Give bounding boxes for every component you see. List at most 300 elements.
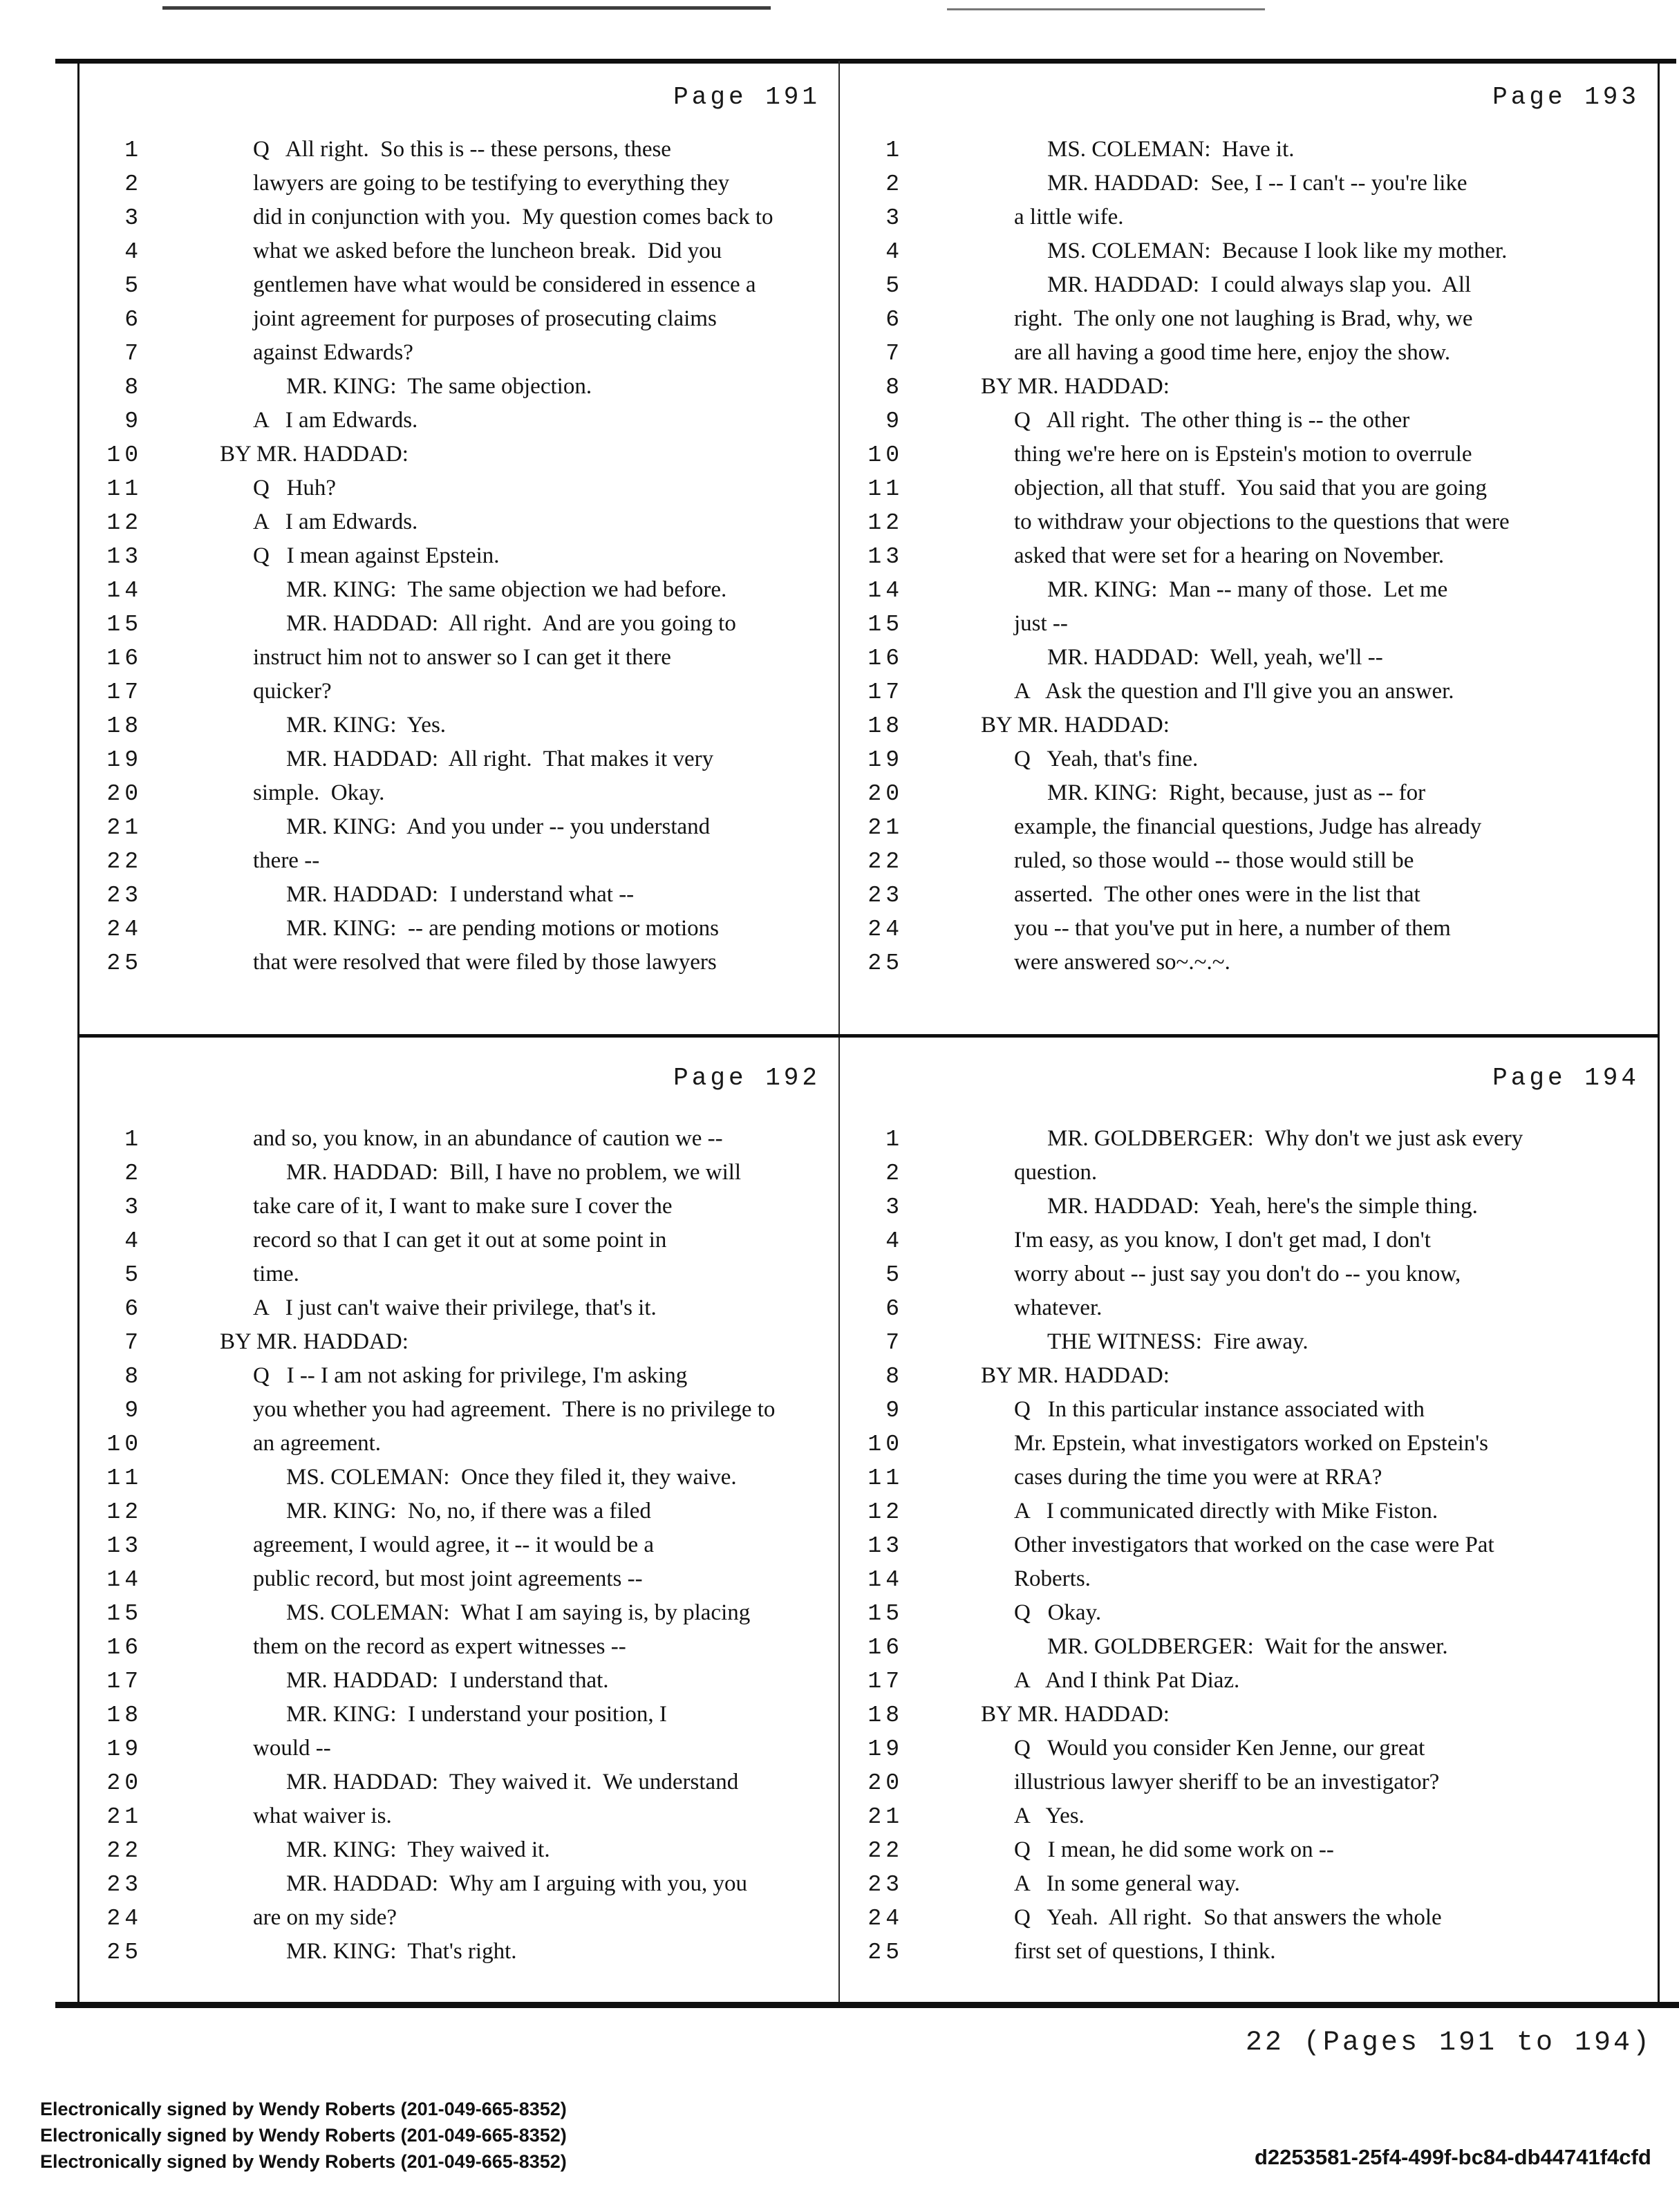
transcript-line bbox=[79, 573, 838, 607]
line-text: Q Yeah. All right. So that answers the whole bbox=[1014, 1905, 1442, 1930]
line-number: 2 bbox=[885, 171, 903, 197]
line-number: 4 bbox=[885, 1228, 903, 1254]
line-text: lawyers are going to be testifying to everything they bbox=[253, 171, 730, 196]
transcript-line bbox=[840, 1833, 1658, 1867]
transcript-line bbox=[79, 404, 838, 438]
transcript-line bbox=[79, 1325, 838, 1359]
transcript-line bbox=[79, 776, 838, 810]
line-text: MR. HADDAD: Well, yeah, we'll -- bbox=[1047, 645, 1383, 670]
transcript-line bbox=[79, 167, 838, 200]
line-text: MR. KING: The same objection we had before. bbox=[286, 577, 727, 602]
line-number: 21 bbox=[106, 1804, 142, 1830]
line-number: 20 bbox=[106, 1770, 142, 1796]
transcript-line bbox=[79, 607, 838, 641]
line-number: 23 bbox=[106, 883, 142, 908]
line-text: a little wife. bbox=[1014, 205, 1124, 229]
line-text: MR. HADDAD: They waived it. We understand bbox=[286, 1770, 739, 1794]
transcript-line bbox=[79, 1427, 838, 1461]
line-text: I'm easy, as you know, I don't get mad, I don't bbox=[1014, 1228, 1431, 1253]
line-number: 24 bbox=[867, 1906, 903, 1931]
line-number: 18 bbox=[867, 713, 903, 739]
line-text: are all having a good time here, enjoy the show. bbox=[1014, 340, 1451, 365]
line-number: 25 bbox=[867, 1940, 903, 1965]
line-text: MS. COLEMAN: Once they filed it, they waive. bbox=[286, 1465, 737, 1490]
line-text: that were resolved that were filed by those lawyers bbox=[253, 950, 717, 975]
transcript-page-192 bbox=[79, 1038, 838, 2002]
transcript-line bbox=[840, 133, 1658, 167]
line-text: Q Yeah, that's fine. bbox=[1014, 747, 1199, 771]
transcript-lines bbox=[79, 1122, 838, 1969]
line-number: 1 bbox=[124, 1127, 142, 1152]
line-text: asked that were set for a hearing on November. bbox=[1014, 543, 1445, 568]
line-text: Q I mean against Epstein. bbox=[253, 543, 500, 568]
transcript-line bbox=[79, 1596, 838, 1630]
transcript-line bbox=[840, 573, 1658, 607]
line-number: 11 bbox=[106, 476, 142, 502]
line-text: question. bbox=[1014, 1160, 1098, 1185]
transcript-line bbox=[79, 844, 838, 878]
transcript-line bbox=[840, 878, 1658, 912]
transcript-line bbox=[840, 1664, 1658, 1698]
line-text: Q I -- I am not asking for privilege, I'm asking bbox=[253, 1363, 688, 1388]
signature-line: Electronically signed by Wendy Roberts (201-049-665-8352) bbox=[40, 2125, 567, 2146]
transcript-page-191 bbox=[79, 64, 838, 1034]
line-text: example, the financial questions, Judge has already bbox=[1014, 814, 1482, 839]
line-number: 4 bbox=[885, 239, 903, 265]
line-text: Q In this particular instance associated with bbox=[1014, 1397, 1425, 1422]
signature-line: Electronically signed by Wendy Roberts (201-049-665-8352) bbox=[40, 2151, 567, 2172]
transcript-line bbox=[79, 878, 838, 912]
line-number: 13 bbox=[106, 1533, 142, 1559]
line-number: 17 bbox=[106, 679, 142, 705]
transcript-line bbox=[79, 1291, 838, 1325]
transcript-line bbox=[840, 167, 1658, 200]
transcript-line bbox=[79, 234, 838, 268]
line-text: whatever. bbox=[1014, 1295, 1103, 1320]
line-number: 17 bbox=[106, 1669, 142, 1694]
line-text: to withdraw your objections to the questions that were bbox=[1014, 509, 1510, 534]
line-text: Q Would you consider Ken Jenne, our great bbox=[1014, 1736, 1425, 1761]
line-number: 9 bbox=[885, 409, 903, 434]
signature-line: Electronically signed by Wendy Roberts (201-049-665-8352) bbox=[40, 2099, 567, 2119]
line-text: quicker? bbox=[253, 679, 332, 704]
transcript-line bbox=[79, 539, 838, 573]
line-text: Other investigators that worked on the case were Pat bbox=[1014, 1533, 1494, 1557]
line-text: BY MR. HADDAD: bbox=[220, 1329, 409, 1354]
line-text: BY MR. HADDAD: bbox=[981, 1702, 1170, 1727]
line-number: 6 bbox=[124, 307, 142, 332]
transcript-line bbox=[840, 1156, 1658, 1190]
line-number: 20 bbox=[106, 781, 142, 807]
transcript-line bbox=[79, 675, 838, 709]
transcript-line bbox=[840, 268, 1658, 302]
line-number: 1 bbox=[124, 138, 142, 163]
line-text: MR. KING: No, no, if there was a filed bbox=[286, 1499, 651, 1524]
transcript-line bbox=[79, 1698, 838, 1732]
line-number: 11 bbox=[867, 1465, 903, 1491]
line-text: MS. COLEMAN: What I am saying is, by placing bbox=[286, 1600, 751, 1625]
line-text: MR. KING: That's right. bbox=[286, 1939, 517, 1964]
line-number: 23 bbox=[867, 883, 903, 908]
line-number: 12 bbox=[106, 1499, 142, 1525]
transcript-line bbox=[79, 1156, 838, 1190]
line-text: agreement, I would agree, it -- it would be a bbox=[253, 1533, 655, 1557]
line-text: A And I think Pat Diaz. bbox=[1014, 1668, 1240, 1693]
transcript-line bbox=[840, 1325, 1658, 1359]
line-text: MR. GOLDBERGER: Wait for the answer. bbox=[1047, 1634, 1448, 1659]
line-text: instruct him not to answer so I can get it there bbox=[253, 645, 671, 670]
line-number: 25 bbox=[106, 950, 142, 976]
document-id: d2253581-25f4-499f-bc84-db44741f4cfd bbox=[1255, 2145, 1651, 2169]
transcript-line bbox=[840, 1291, 1658, 1325]
transcript-line bbox=[79, 268, 838, 302]
transcript-line bbox=[79, 1190, 838, 1224]
transcript-line bbox=[79, 641, 838, 675]
transcript-line bbox=[840, 1799, 1658, 1833]
transcript-line bbox=[840, 1901, 1658, 1935]
line-number: 14 bbox=[106, 1567, 142, 1593]
page-border-bottom bbox=[55, 2002, 1679, 2008]
line-text: illustrious lawyer sheriff to be an investigator? bbox=[1014, 1770, 1440, 1794]
line-text: right. The only one not laughing is Brad, why, we bbox=[1014, 306, 1473, 331]
line-number: 9 bbox=[124, 409, 142, 434]
transcript-line bbox=[79, 1935, 838, 1969]
line-number: 22 bbox=[867, 1838, 903, 1864]
line-text: worry about -- just say you don't do -- you know, bbox=[1014, 1262, 1461, 1286]
line-text: Q Okay. bbox=[1014, 1600, 1102, 1625]
line-number: 10 bbox=[867, 1432, 903, 1457]
line-text: Q Huh? bbox=[253, 476, 337, 500]
transcript-lines bbox=[840, 1122, 1658, 1969]
page-border-top bbox=[55, 59, 1676, 64]
transcript-line bbox=[79, 336, 838, 370]
line-text: MR. HADDAD: I could always slap you. All bbox=[1047, 272, 1472, 297]
transcript-line bbox=[79, 505, 838, 539]
line-number: 16 bbox=[867, 1635, 903, 1660]
transcript-line bbox=[840, 539, 1658, 573]
line-text: public record, but most joint agreements -- bbox=[253, 1566, 643, 1591]
line-text: gentlemen have what would be considered in essence a bbox=[253, 272, 756, 297]
scan-artifact bbox=[162, 6, 771, 10]
line-number: 19 bbox=[867, 1736, 903, 1762]
transcript-line bbox=[79, 1393, 838, 1427]
page-header: Page 193 bbox=[1492, 83, 1640, 111]
line-text: MR. KING: Man -- many of those. Let me bbox=[1047, 577, 1448, 602]
transcript-lines bbox=[840, 133, 1658, 980]
line-number: 13 bbox=[867, 1533, 903, 1559]
line-text: Mr. Epstein, what investigators worked on Epstein's bbox=[1014, 1431, 1489, 1456]
transcript-line bbox=[840, 1528, 1658, 1562]
line-text: would -- bbox=[253, 1736, 331, 1761]
line-number: 4 bbox=[124, 1228, 142, 1254]
line-number: 8 bbox=[124, 1364, 142, 1389]
line-text: A I am Edwards. bbox=[253, 408, 418, 433]
line-number: 6 bbox=[885, 307, 903, 332]
line-text: there -- bbox=[253, 848, 320, 873]
line-text: MR. KING: I understand your position, I bbox=[286, 1702, 667, 1727]
transcript-page-193 bbox=[840, 64, 1658, 1034]
line-number: 12 bbox=[867, 1499, 903, 1525]
transcript-line bbox=[840, 1562, 1658, 1596]
line-number: 20 bbox=[867, 1770, 903, 1796]
transcript-line bbox=[840, 302, 1658, 336]
line-number: 15 bbox=[106, 612, 142, 637]
line-text: objection, all that stuff. You said that you are going bbox=[1014, 476, 1488, 500]
line-number: 2 bbox=[124, 1161, 142, 1186]
line-text: BY MR. HADDAD: bbox=[981, 713, 1170, 738]
line-number: 16 bbox=[867, 646, 903, 671]
transcript-line bbox=[840, 709, 1658, 742]
transcript-line bbox=[79, 742, 838, 776]
transcript-line bbox=[79, 1732, 838, 1765]
line-text: are on my side? bbox=[253, 1905, 397, 1930]
transcript-line bbox=[79, 1528, 838, 1562]
line-text: time. bbox=[253, 1262, 299, 1286]
transcript-line bbox=[840, 200, 1658, 234]
transcript-page-194 bbox=[840, 1038, 1658, 2002]
line-number: 16 bbox=[106, 1635, 142, 1660]
line-text: Q All right. The other thing is -- the other bbox=[1014, 408, 1410, 433]
transcript-line bbox=[840, 505, 1658, 539]
line-number: 8 bbox=[124, 375, 142, 400]
line-number: 14 bbox=[867, 1567, 903, 1593]
line-number: 23 bbox=[867, 1872, 903, 1897]
transcript-line bbox=[840, 844, 1658, 878]
line-number: 14 bbox=[106, 578, 142, 603]
line-number: 6 bbox=[885, 1296, 903, 1322]
line-text: A I am Edwards. bbox=[253, 509, 418, 534]
transcript-line bbox=[840, 1122, 1658, 1156]
line-number: 5 bbox=[885, 1262, 903, 1288]
line-text: BY MR. HADDAD: bbox=[220, 442, 409, 467]
line-number: 24 bbox=[106, 1906, 142, 1931]
line-number: 5 bbox=[885, 273, 903, 299]
transcript-line bbox=[79, 1799, 838, 1833]
transcript-line bbox=[840, 810, 1658, 844]
line-number: 14 bbox=[867, 578, 903, 603]
line-text: Roberts. bbox=[1014, 1566, 1091, 1591]
line-number: 7 bbox=[124, 341, 142, 366]
line-number: 24 bbox=[106, 917, 142, 942]
transcript-line bbox=[840, 1257, 1658, 1291]
scan-artifact bbox=[947, 8, 1265, 10]
transcript-line bbox=[840, 234, 1658, 268]
line-text: MR. GOLDBERGER: Why don't we just ask every bbox=[1047, 1126, 1523, 1151]
line-number: 16 bbox=[106, 646, 142, 671]
transcript-line bbox=[79, 133, 838, 167]
line-number: 21 bbox=[867, 815, 903, 841]
transcript-line bbox=[840, 1224, 1658, 1257]
line-text: MR. KING: Right, because, just as -- for bbox=[1047, 780, 1426, 805]
line-number: 4 bbox=[124, 239, 142, 265]
line-number: 18 bbox=[867, 1703, 903, 1728]
transcript-line bbox=[840, 641, 1658, 675]
transcript-line bbox=[840, 1765, 1658, 1799]
line-text: what waiver is. bbox=[253, 1803, 392, 1828]
line-number: 7 bbox=[885, 1330, 903, 1356]
line-number: 18 bbox=[106, 713, 142, 739]
line-text: MR. KING: -- are pending motions or motions bbox=[286, 916, 720, 941]
line-number: 21 bbox=[867, 1804, 903, 1830]
line-number: 22 bbox=[867, 849, 903, 874]
line-text: A I communicated directly with Mike Fiston. bbox=[1014, 1499, 1438, 1524]
line-text: you whether you had agreement. There is no privilege to bbox=[253, 1397, 776, 1422]
transcript-line bbox=[79, 1257, 838, 1291]
line-number: 9 bbox=[885, 1398, 903, 1423]
line-text: THE WITNESS: Fire away. bbox=[1047, 1329, 1309, 1354]
transcript-line bbox=[840, 1461, 1658, 1494]
line-number: 23 bbox=[106, 1872, 142, 1897]
transcript-line bbox=[79, 912, 838, 946]
transcript-line bbox=[840, 1359, 1658, 1393]
transcript-line bbox=[79, 1122, 838, 1156]
transcript-lines bbox=[79, 133, 838, 980]
transcript-line bbox=[79, 709, 838, 742]
line-number: 8 bbox=[885, 375, 903, 400]
transcript-line bbox=[79, 438, 838, 471]
line-text: thing we're here on is Epstein's motion to overrule bbox=[1014, 442, 1472, 467]
line-number: 3 bbox=[885, 1194, 903, 1220]
line-text: cases during the time you were at RRA? bbox=[1014, 1465, 1382, 1490]
transcript-line bbox=[79, 1359, 838, 1393]
transcript-line bbox=[840, 912, 1658, 946]
transcript-line bbox=[79, 1867, 838, 1901]
line-text: A Ask the question and I'll give you an answer. bbox=[1014, 679, 1454, 704]
line-number: 3 bbox=[124, 1194, 142, 1220]
transcript-line bbox=[840, 336, 1658, 370]
transcript-line bbox=[79, 1494, 838, 1528]
line-number: 12 bbox=[867, 510, 903, 536]
line-number: 7 bbox=[885, 341, 903, 366]
transcript-line bbox=[79, 1901, 838, 1935]
transcript-line bbox=[840, 742, 1658, 776]
transcript-line bbox=[79, 302, 838, 336]
line-number: 3 bbox=[124, 205, 142, 231]
line-text: BY MR. HADDAD: bbox=[981, 374, 1170, 399]
line-text: A Yes. bbox=[1014, 1803, 1085, 1828]
line-number: 19 bbox=[867, 747, 903, 773]
line-text: take care of it, I want to make sure I cover the bbox=[253, 1194, 673, 1219]
line-number: 11 bbox=[106, 1465, 142, 1491]
line-number: 22 bbox=[106, 1838, 142, 1864]
transcript-line bbox=[79, 946, 838, 980]
line-text: MR. HADDAD: I understand what -- bbox=[286, 882, 635, 907]
line-text: MR. KING: They waived it. bbox=[286, 1837, 550, 1862]
transcript-line bbox=[840, 370, 1658, 404]
transcript-line bbox=[840, 607, 1658, 641]
line-number: 10 bbox=[106, 1432, 142, 1457]
transcript-line bbox=[840, 1427, 1658, 1461]
transcript-line bbox=[840, 1732, 1658, 1765]
line-number: 11 bbox=[867, 476, 903, 502]
line-number: 17 bbox=[867, 679, 903, 705]
line-number: 15 bbox=[106, 1601, 142, 1627]
line-number: 10 bbox=[867, 442, 903, 468]
line-number: 25 bbox=[867, 950, 903, 976]
transcript-line bbox=[79, 810, 838, 844]
line-number: 12 bbox=[106, 510, 142, 536]
line-text: BY MR. HADDAD: bbox=[981, 1363, 1170, 1388]
transcript-line bbox=[840, 1867, 1658, 1901]
line-text: an agreement. bbox=[253, 1431, 382, 1456]
transcript-line bbox=[79, 200, 838, 234]
line-text: were answered so~.~.~. bbox=[1014, 950, 1230, 975]
line-text: MR. KING: And you under -- you understand bbox=[286, 814, 711, 839]
transcript-line bbox=[840, 1935, 1658, 1969]
transcript-line bbox=[840, 946, 1658, 980]
page-border-right bbox=[1658, 61, 1660, 2003]
line-number: 8 bbox=[885, 1364, 903, 1389]
line-number: 15 bbox=[867, 1601, 903, 1627]
line-number: 19 bbox=[106, 747, 142, 773]
line-number: 7 bbox=[124, 1330, 142, 1356]
line-number: 1 bbox=[885, 1127, 903, 1152]
page-header: Page 194 bbox=[1492, 1064, 1640, 1092]
line-text: against Edwards? bbox=[253, 340, 413, 365]
line-text: what we asked before the luncheon break. Did you bbox=[253, 238, 722, 263]
transcript-line bbox=[79, 1664, 838, 1698]
line-number: 17 bbox=[867, 1669, 903, 1694]
line-text: MR. HADDAD: All right. That makes it very bbox=[286, 747, 714, 771]
line-text: them on the record as expert witnesses -- bbox=[253, 1634, 626, 1659]
line-text: you -- that you've put in here, a number of them bbox=[1014, 916, 1451, 941]
transcript-line bbox=[79, 471, 838, 505]
line-text: Q All right. So this is -- these persons, these bbox=[253, 137, 671, 162]
transcript-line bbox=[79, 1562, 838, 1596]
line-number: 6 bbox=[124, 1296, 142, 1322]
line-number: 2 bbox=[124, 171, 142, 197]
transcript-line bbox=[840, 1596, 1658, 1630]
transcript-line bbox=[840, 1190, 1658, 1224]
line-number: 24 bbox=[867, 917, 903, 942]
line-text: Q I mean, he did some work on -- bbox=[1014, 1837, 1334, 1862]
transcript-line bbox=[840, 776, 1658, 810]
line-number: 22 bbox=[106, 849, 142, 874]
line-number: 1 bbox=[885, 138, 903, 163]
line-number: 9 bbox=[124, 1398, 142, 1423]
line-text: ruled, so those would -- those would still be bbox=[1014, 848, 1414, 873]
transcript-line bbox=[840, 675, 1658, 709]
line-text: MR. HADDAD: Yeah, here's the simple thing. bbox=[1047, 1194, 1478, 1219]
transcript-line bbox=[79, 1765, 838, 1799]
line-number: 2 bbox=[885, 1161, 903, 1186]
line-text: MR. HADDAD: All right. And are you going to bbox=[286, 611, 736, 636]
line-number: 5 bbox=[124, 1262, 142, 1288]
line-number: 18 bbox=[106, 1703, 142, 1728]
signature-block bbox=[40, 2096, 567, 2175]
transcript-line bbox=[79, 1461, 838, 1494]
line-text: record so that I can get it out at some point in bbox=[253, 1228, 667, 1253]
line-text: simple. Okay. bbox=[253, 780, 385, 805]
line-text: MR. HADDAD: See, I -- I can't -- you're like bbox=[1047, 171, 1467, 196]
transcript-line bbox=[840, 438, 1658, 471]
line-text: did in conjunction with you. My question comes back to bbox=[253, 205, 773, 229]
line-number: 15 bbox=[867, 612, 903, 637]
transcript-line bbox=[840, 1698, 1658, 1732]
transcript-line bbox=[79, 370, 838, 404]
line-text: A I just can't waive their privilege, that's it. bbox=[253, 1295, 657, 1320]
page-header: Page 191 bbox=[673, 83, 820, 111]
line-text: MS. COLEMAN: Have it. bbox=[1047, 137, 1295, 162]
line-number: 20 bbox=[867, 781, 903, 807]
line-text: first set of questions, I think. bbox=[1014, 1939, 1276, 1964]
condensed-page-label: 22 (Pages 191 to 194) bbox=[1245, 2027, 1652, 2059]
line-text: MR. HADDAD: Bill, I have no problem, we will bbox=[286, 1160, 742, 1185]
line-text: MS. COLEMAN: Because I look like my mother. bbox=[1047, 238, 1508, 263]
line-number: 3 bbox=[885, 205, 903, 231]
line-number: 19 bbox=[106, 1736, 142, 1762]
line-number: 25 bbox=[106, 1940, 142, 1965]
